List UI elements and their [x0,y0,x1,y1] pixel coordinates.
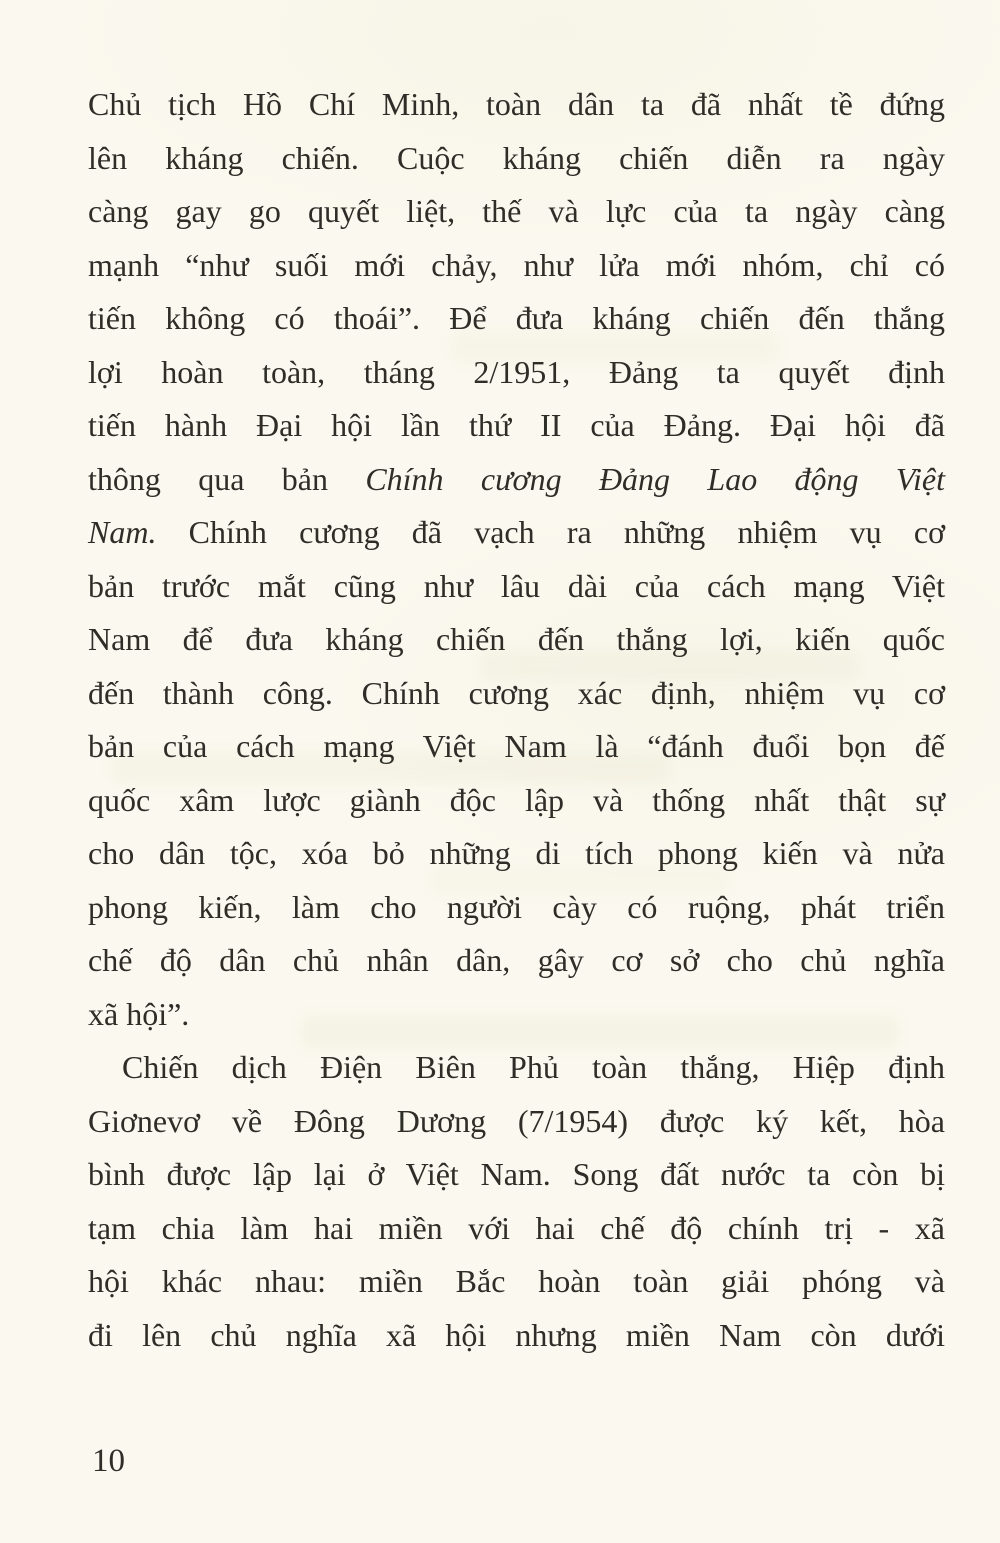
text-segment: đến thành công. Chính cương xác định, nhiệm vụ cơ [88,674,945,711]
text-segment: tạm chia làm hai miền với hai chế độ chính trị - xã [88,1209,945,1246]
text-segment: bản của cách mạng Việt Nam là “đánh đuổi bọn đế [88,728,945,764]
text-line [88,1255,945,1309]
text-segment: Chính cương đã vạch ra những nhiệm vụ cơ [156,514,945,550]
text-segment: bình được lập lại ở Việt Nam. Song đất nước ta còn bị [88,1156,945,1192]
text-line [88,78,945,132]
text-line [88,560,945,614]
text-line [88,774,945,828]
text-line [88,185,945,239]
text-line [88,506,945,560]
italic-text-segment: Chính cương Đảng Lao động Việt [365,460,946,497]
text-line [88,132,945,186]
text-segment: đi lên chủ nghĩa xã hội nhưng miền Nam còn dưới [88,1316,945,1353]
text-line [88,1148,945,1202]
italic-text-segment: Nam. [88,514,157,550]
text-segment: mạnh “như suối mới chảy, như lửa mới nhóm, chỉ có [88,246,945,283]
text-line [88,988,945,1042]
text-segment: xã hội”. [88,995,190,1032]
text-segment: hội khác nhau: miền Bắc hoàn toàn giải phóng và [88,1263,945,1299]
text-line [88,1041,945,1095]
text-segment: bản trước mắt cũng như lâu dài của cách mạng Việt [88,567,945,604]
text-segment: chế độ dân chủ nhân dân, gây cơ sở cho chủ nghĩa [88,942,945,978]
text-segment: quốc xâm lược giành độc lập và thống nhất thật sự [88,781,945,818]
text-segment: thông qua bản [88,460,366,497]
text-line [88,1095,945,1149]
text-line [88,399,945,453]
page-number: 10 [92,1443,125,1479]
text-segment: Chiến dịch Điện Biên Phủ toàn thắng, Hiệp định [122,1049,945,1085]
text-segment: tiến không có thoái”. Để đưa kháng chiến đến thắng [88,300,945,336]
text-segment: Giơnevơ về Đông Dương (7/1954) được ký kết, hòa [88,1102,945,1139]
text-segment: tiến hành Đại hội lần thứ II của Đảng. Đại hội đã [88,407,945,443]
text-line [88,292,945,346]
text-segment: càng gay go quyết liệt, thế và lực của ta ngày càng [88,193,945,229]
text-line [88,827,945,881]
text-segment: cho dân tộc, xóa bỏ những di tích phong kiến và nửa [88,835,945,871]
text-line [88,613,945,667]
text-line [88,346,945,400]
text-line [88,934,945,988]
text-line [88,667,945,721]
text-line [88,1202,945,1256]
text-segment: phong kiến, làm cho người cày có ruộng, phát triển [88,888,945,925]
text-segment: Nam để đưa kháng chiến đến thắng lợi, kiến quốc [88,621,945,657]
text-segment: lên kháng chiến. Cuộc kháng chiến diễn ra ngày [88,139,945,176]
text-line [88,1309,945,1363]
text-segment: Chủ tịch Hồ Chí Minh, toàn dân ta đã nhất tề đứng [88,86,945,122]
text-line [88,881,945,935]
text-segment: lợi hoàn toàn, tháng 2/1951, Đảng ta quyết định [88,353,945,390]
text-line [88,239,945,293]
text-line [88,720,945,774]
body-text [88,78,945,1362]
text-line [88,453,945,507]
